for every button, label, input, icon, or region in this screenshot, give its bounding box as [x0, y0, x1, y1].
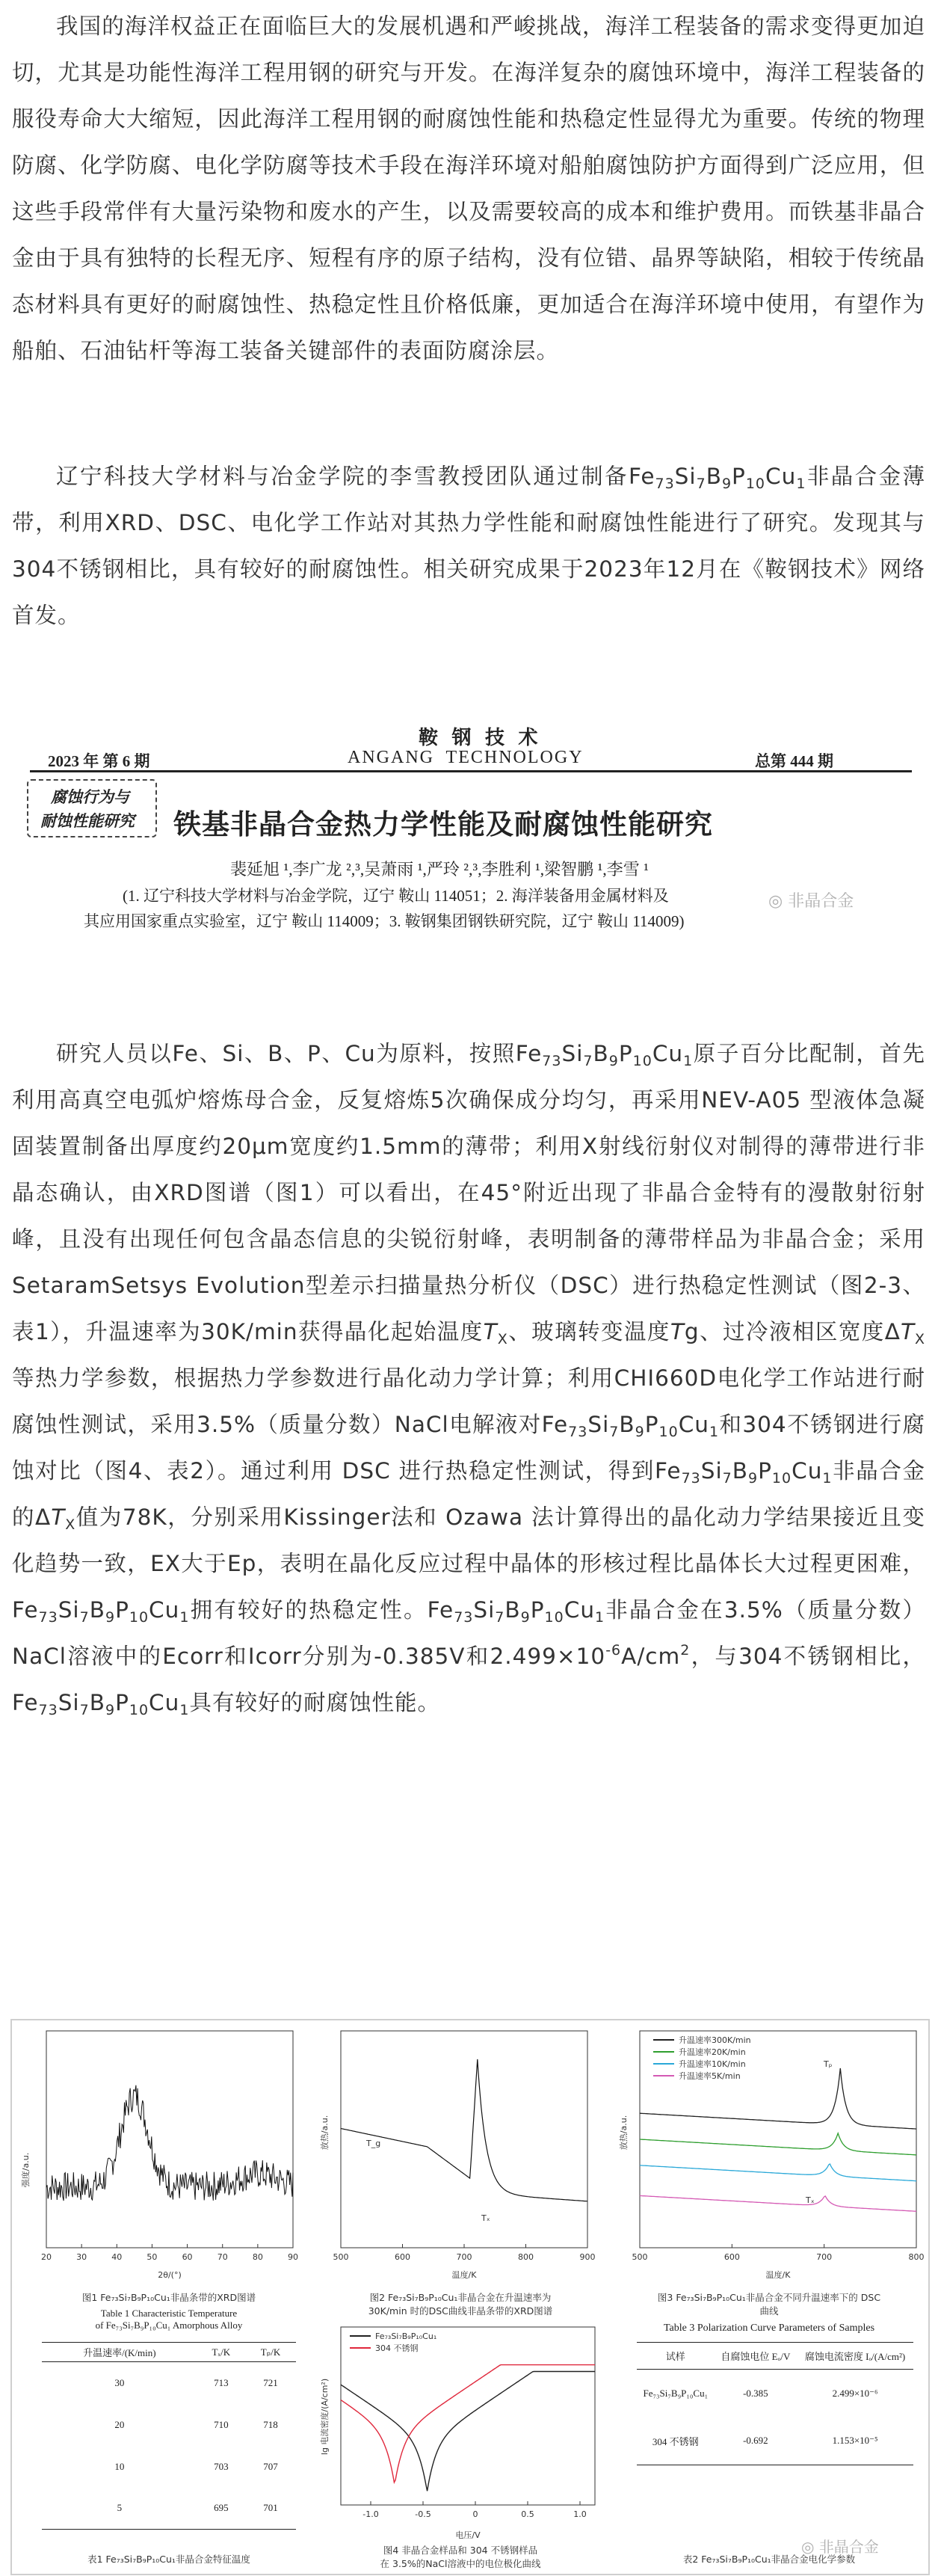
formula-element: Si	[473, 1597, 496, 1623]
formula-subscript: 73	[568, 1424, 588, 1440]
table3	[637, 2342, 913, 2465]
fig3-tx-label: Tₓ	[806, 2195, 815, 2205]
paper-title: 铁基非晶合金热力学性能及耐腐蚀性能研究	[173, 808, 713, 840]
formula-subscript: 10	[129, 1609, 149, 1626]
table1-cell: 10	[114, 2460, 125, 2472]
formula-subscript: 73	[38, 1609, 58, 1626]
formula-subscript: 1	[179, 1702, 190, 1718]
method-s11: A/cm	[621, 1644, 681, 1669]
fig3-legend-label: 升温速率10K/min	[679, 2059, 746, 2069]
formula-subscript: 9	[748, 1470, 759, 1487]
watermark-bottom	[801, 2535, 879, 2557]
table1-cell: 695	[214, 2502, 229, 2514]
method-s4: g、过冷液相区宽度Δ	[684, 1319, 901, 1344]
formula-element: Si	[561, 1041, 584, 1066]
method-s8: 值为78K，分别采用Kissinger法和 Ozawa 法计算得出的晶化动力学结果接近且变化趋势一致，EX大于Ep，表明在晶化反应过程中晶体的形核过程比晶体长大过程更困难，	[12, 1504, 925, 1576]
formula-subscript: 9	[105, 1609, 116, 1626]
table1-cell: 5	[117, 2502, 123, 2514]
fig2-tick-label: 700	[456, 2252, 472, 2262]
formula-subscript: 7	[583, 1053, 593, 1069]
fig1-tick-label: 20	[41, 2252, 52, 2262]
formula-subscript: 1	[822, 1470, 833, 1487]
formula	[541, 1412, 720, 1440]
fig3-series-line	[640, 2164, 916, 2181]
method-s7: 非晶合金的Δ	[12, 1458, 925, 1530]
formula-subscript: 7	[609, 1424, 620, 1440]
fig3-series-line	[640, 2133, 916, 2155]
formula-element: Cu	[765, 464, 797, 489]
paper-authors: 裴延旭 ¹,李广龙 ²,³,吴萧雨 ¹,严玲 ²,³,李胜利 ¹,梁智鹏 ¹,李雪 ¹	[230, 860, 649, 879]
fig2-dsc-chart	[311, 2020, 610, 2290]
fig4-tick-label: -1.0	[362, 2509, 379, 2519]
formula-element: P	[732, 464, 746, 489]
fig2-caption-2: 30K/min 时的DSC曲线非晶条带的XRD图谱	[368, 2305, 553, 2317]
watermark-text: 非晶合金	[818, 2538, 879, 2556]
method-s5: 等热力学参数，根据热力学参数进行晶化动力学计算；利用CHI660D电化学工作站进行耐腐蚀性测试，采用3.5%（质量分数）NaCl电解液对	[12, 1365, 925, 1437]
table1-caption: 表1 Fe₇₃Si₇B₉P₁₀Cu₁非晶合金特征温度	[87, 2554, 250, 2565]
formula-element: Cu	[652, 1041, 684, 1066]
formula-element: Fe	[12, 1690, 39, 1715]
table1-cell: 710	[214, 2418, 229, 2430]
method-s3: 、玻璃转变温度	[507, 1319, 670, 1344]
fig3-tp-label: Tₚ	[824, 2059, 833, 2069]
table3-header: 自腐蚀电位 Eₒ/V	[721, 2351, 791, 2362]
formula-subscript: 7	[495, 1609, 505, 1626]
fig3-dsc-multi-chart	[610, 2020, 928, 2290]
table1-title-en1: Table 1 Characteristic Temperature	[100, 2308, 238, 2319]
fig1-tick-label: 70	[217, 2252, 228, 2262]
formula-subscript: 10	[658, 1424, 679, 1440]
fig1-caption: 图1 Fe₇₃Si₇B₉P₁₀Cu₁非晶条带的XRD图谱	[81, 2292, 256, 2303]
table1-cell: 701	[263, 2502, 278, 2514]
table3-cell: 2.499×10⁻⁶	[832, 2387, 878, 2399]
header-rule	[30, 770, 912, 772]
fig4-tick-label: 0.5	[521, 2509, 534, 2519]
fig2-dsc-curve	[341, 2059, 587, 2201]
formula-subscript: 9	[520, 1609, 531, 1626]
formula-subscript: 10	[771, 1470, 792, 1487]
fig2-caption-1: 图2 Fe₇₃Si₇B₉P₁₀Cu₁非晶合金在升温速率为	[369, 2292, 552, 2303]
fig2-ylabel: 放热/a.u.	[320, 2115, 330, 2151]
table1-cell: 707	[263, 2460, 278, 2472]
fig4-legend-label: 304 不锈钢	[375, 2343, 419, 2353]
journal-title-en: ANGANG TECHNOLOGY	[348, 748, 584, 767]
formula-subscript: 7	[696, 476, 706, 492]
formula-element: Cu	[564, 1597, 596, 1623]
fig2-xlabel: 温度/K	[451, 2270, 477, 2280]
formula-subscript: 9	[608, 1053, 619, 1069]
fig4-series-line	[341, 2372, 595, 2492]
fig4-tick-label: 0	[472, 2509, 478, 2519]
wechat-icon: ◎	[801, 2538, 815, 2556]
watermark-top	[768, 888, 854, 912]
symbol-T: T	[670, 1319, 685, 1344]
fig2-tg-label: T_g	[366, 2139, 381, 2148]
table1	[42, 2342, 296, 2530]
formula-subscript: 73	[454, 1609, 474, 1626]
table3-cell: -0.385	[743, 2387, 768, 2399]
formula	[628, 464, 806, 492]
fig2-tick-label: 500	[333, 2252, 349, 2262]
formula-element: Fe	[541, 1412, 569, 1437]
fig1-tick-label: 80	[252, 2252, 263, 2262]
formula-element: Cu	[149, 1597, 180, 1623]
table1-cell: 718	[263, 2418, 278, 2430]
fig4-series-line	[341, 2365, 595, 2483]
formula-subscript: 10	[544, 1609, 564, 1626]
table1-cell: 721	[263, 2376, 278, 2388]
paper-affiliation-2: 其应用国家重点实验室，辽宁 鞍山 114009；3. 鞍钢集团钢铁研究院，辽宁 鞍山 114009)	[84, 912, 685, 930]
formula-element: Si	[58, 1690, 80, 1715]
formula-subscript: 10	[745, 476, 766, 492]
fig2-tx-label: Tₓ	[481, 2213, 490, 2223]
fig1-tick-label: 60	[182, 2252, 193, 2262]
formula-element: B	[89, 1690, 105, 1715]
fig4-tick-label: -0.5	[415, 2509, 431, 2519]
formula-subscript: 10	[129, 1702, 149, 1718]
formula-subscript: 7	[79, 1702, 90, 1718]
journal-title-cn: 鞍 钢 技 术	[419, 727, 543, 748]
fig4-legend-label: Fe₇₃Si₇B₉P₁₀Cu₁	[375, 2331, 437, 2341]
symbol-T: T	[900, 1319, 915, 1344]
formula-subscript: 7	[722, 1470, 732, 1487]
formula-element: Fe	[655, 1458, 682, 1484]
fig4-xlabel: 电压/V	[455, 2530, 481, 2540]
symbol-T: T	[483, 1319, 498, 1344]
table1-cell: 703	[214, 2460, 229, 2472]
method-s13: 具有较好的耐腐蚀性能。	[189, 1690, 440, 1715]
fig3-caption-2: 曲线	[759, 2305, 779, 2317]
formula-subscript: 73	[542, 1053, 562, 1069]
intro-paragraph-2	[12, 453, 925, 639]
table1-header: 升温速率/(K/min)	[83, 2347, 156, 2358]
paper-header	[0, 718, 938, 1009]
issue-label: 2023 年 第 6 期	[48, 752, 150, 770]
total-issue: 总第 444 期	[755, 752, 833, 770]
intro-p2-lead: 辽宁科技大学材料与冶金学院的李雪教授团队通过制备	[56, 464, 629, 489]
figures-panel	[10, 2019, 930, 2575]
formula-element: Si	[58, 1597, 80, 1623]
formula-subscript: 1	[595, 1609, 605, 1626]
fig3-legend-label: 升温速率300K/min	[679, 2035, 751, 2045]
fig3-caption-1: 图3 Fe₇₃Si₇B₉P₁₀Cu₁非晶合金不同升温速率下的 DSC	[657, 2292, 881, 2303]
method-s2: 原子百分比配制，首先利用高真空电弧炉熔炼母合金，反复熔炼5次确保成分均匀，再采用NEV-A05 型液体急凝固装置制备出厚度约20μm宽度约1.5mm的薄带；利用X射线衍射仪对制得的薄带进行非晶态确认，由XRD图谱（图1）可以看出，在45°附近出现了非晶合金特有的漫散射衍射峰，且没有出现任何包含晶态信息的尖锐衍射峰，表明制备的薄带样品为非晶合金；采用SetaramSetsys Evolution型差示扫描量热分析仪（DSC）进行热稳定性测试（图2-3、表1），升温速率为30K/min获得晶化起始温度	[12, 1041, 925, 1344]
topic-tag	[27, 779, 157, 837]
method-s12: ，与304不锈钢相比，	[690, 1644, 925, 1669]
fig4-caption-2: 在 3.5%的NaCl溶液中的电位极化曲线	[380, 2558, 541, 2569]
formula	[655, 1458, 833, 1487]
formula-element: Cu	[792, 1458, 823, 1484]
formula-subscript: 1	[796, 476, 806, 492]
watermark-text: 非晶合金	[788, 892, 854, 911]
paper-affiliation-1: (1. 辽宁科技大学材料与冶金学院，辽宁 鞍山 114051；2. 海洋装备用金属材料及	[123, 887, 669, 905]
formula-element: P	[530, 1597, 545, 1623]
intro-paragraph-1: 我国的海洋权益正在面临巨大的发展机遇和严峻挑战，海洋工程装备的需求变得更加迫切，尤其是功能性海洋工程用钢的研究与开发。在海洋复杂的腐蚀环境中，海洋工程装备的服役寿命大大缩短，因此海洋工程用钢的耐腐蚀性能和热稳定性显得尤为重要。传统的物理防腐、化学防腐、电化学防腐等技术手段在海洋环境对船舶腐蚀防护方面得到广泛应用，但这些手段常伴有大量污染物和废水的产生，以及需要较高的成本和维护费用。而铁基非晶合金由于具有独特的长程无序、短程有序的原子结构，没有位错、晶界等缺陷，相较于传统晶态材料具有更好的耐腐蚀性、热稳定性且价格低廉，更加适合在海洋环境中使用，有望作为船舶、石油钻杆等海工装备关键部件的表面防腐涂层。	[12, 13, 925, 363]
fig3-ylabel: 放热/a.u.	[619, 2115, 629, 2151]
fig3-tick-label: 700	[816, 2252, 833, 2262]
symbol-T: T	[51, 1504, 66, 1530]
formula-element: P	[115, 1690, 129, 1715]
table3-caption: 表2 Fe₇₃Si₇B₉P₁₀Cu₁非晶合金电化学参数	[682, 2554, 856, 2565]
table1-cell: 30	[114, 2376, 125, 2388]
fig4-ylabel: lg 电流密度/(A/cm²)	[320, 2378, 330, 2456]
table3-cell: -0.692	[743, 2435, 768, 2447]
symbol-X-sub: X	[497, 1331, 508, 1347]
fig1-tick-label: 90	[288, 2252, 298, 2262]
formula-subscript: 9	[721, 476, 732, 492]
fig3-legend-label: 升温速率5K/min	[679, 2071, 741, 2081]
table3-header: 试样	[665, 2351, 685, 2362]
fig4-tick-label: 1.0	[573, 2509, 587, 2519]
formula	[427, 1597, 605, 1626]
formula-element: B	[89, 1597, 105, 1623]
fig3-legend-label: 升温速率20K/min	[679, 2047, 746, 2057]
table3-cell: Fe₇₃Si₇B₉P₁₀Cu₁	[643, 2387, 709, 2399]
table1-title-en2: of Fe₇₃Si₇B₉P₁₀Cu₁ Amorphous Alloy	[95, 2320, 243, 2331]
fig3-series-line	[640, 2195, 916, 2211]
formula-subscript: 7	[79, 1609, 90, 1626]
formula-subscript: 9	[105, 1702, 116, 1718]
formula-element: Fe	[427, 1597, 454, 1623]
method-s10: 非晶合金在3.5%（质量分数）NaCl溶液中的Ecorr和Icorr分别为-0.385V和2.499×10	[12, 1597, 925, 1669]
formula-element: P	[758, 1458, 772, 1484]
fig4-polarization-chart	[311, 2320, 610, 2544]
formula-subscript: 10	[632, 1053, 652, 1069]
table1-cell: 713	[214, 2376, 229, 2388]
fig1-xrd-curve	[46, 2085, 293, 2201]
formula-element: Fe	[12, 1597, 39, 1623]
formula-element: B	[732, 1458, 749, 1484]
fig3-tick-label: 600	[723, 2252, 740, 2262]
table1-cell: 20	[114, 2418, 125, 2430]
formula	[515, 1041, 694, 1069]
formula-element: B	[706, 464, 722, 489]
formula-subscript: 1	[179, 1609, 190, 1626]
formula-element: P	[115, 1597, 129, 1623]
formula	[12, 1597, 190, 1626]
formula-element: Cu	[149, 1690, 180, 1715]
table1-header: Tₚ/K	[260, 2346, 281, 2358]
formula-element: P	[618, 1041, 633, 1066]
fig2-tick-label: 800	[518, 2252, 534, 2262]
symbol-X-sub: X	[914, 1331, 925, 1347]
fig1-xlabel: 2θ/(°)	[158, 2270, 182, 2280]
formula	[12, 1690, 190, 1718]
fig3-tick-label: 500	[632, 2252, 648, 2262]
fig2-tick-label: 600	[395, 2252, 410, 2262]
table3-cell: 304 不锈钢	[652, 2435, 699, 2447]
table3-header: 腐蚀电流密度 Iₒ/(A/cm²)	[804, 2351, 906, 2362]
fig1-tick-label: 40	[111, 2252, 123, 2262]
topic-tag-line2: 耐蚀性能研究	[40, 812, 135, 830]
fig1-tick-label: 50	[146, 2252, 158, 2262]
fig1-ylabel: 强度/a.u.	[21, 2152, 31, 2188]
method-s6: 和304不锈钢进行腐蚀对比（图4、表2）。通过利用 DSC 进行热稳定性测试，得到	[12, 1412, 926, 1484]
formula-subscript: 73	[655, 476, 675, 492]
method-paragraph	[12, 1030, 925, 1726]
formula-subscript: 9	[635, 1424, 645, 1440]
fig3-xlabel: 温度/K	[765, 2270, 791, 2280]
topic-tag-line1: 腐蚀行为与	[51, 788, 129, 806]
formula-element: B	[619, 1412, 635, 1437]
formula-subscript: 73	[681, 1470, 701, 1487]
formula-element: Si	[587, 1412, 610, 1437]
fig1-tick-label: 30	[76, 2252, 87, 2262]
method-s9: 拥有较好的热稳定性。	[189, 1597, 428, 1623]
exponent: -6	[605, 1642, 622, 1659]
formula-element: B	[593, 1041, 609, 1066]
wechat-icon: ◎	[768, 892, 783, 911]
fig1-xrd-chart	[12, 2020, 311, 2290]
formula-element: Fe	[515, 1041, 543, 1066]
table1-header: Tₓ/K	[212, 2346, 231, 2358]
formula-element: Si	[700, 1458, 723, 1484]
symbol-X-sub: X	[65, 1516, 76, 1533]
formula-element: Fe	[628, 464, 655, 489]
fig4-caption-1: 图4 非晶合金样品和 304 不锈钢样品	[383, 2545, 538, 2556]
formula-subscript: 73	[38, 1702, 58, 1718]
exponent-2: 2	[680, 1642, 691, 1659]
table1-block	[27, 2308, 311, 2331]
formula-element: P	[644, 1412, 659, 1437]
formula-element: Cu	[678, 1412, 709, 1437]
formula-element: B	[505, 1597, 521, 1623]
fig3-tick-label: 800	[908, 2252, 925, 2262]
formula-subscript: 1	[709, 1424, 720, 1440]
formula-element: Si	[674, 464, 697, 489]
fig2-tick-label: 900	[579, 2252, 596, 2262]
formula-subscript: 1	[683, 1053, 694, 1069]
intro-p2-rest: 非晶合金薄带，利用XRD、DSC、电化学工作站对其热力学性能和耐腐蚀性能进行了研究。发现其与304不锈钢相比，具有较好的耐腐蚀性。相关研究成果于2023年12月在《鞍钢技术》网络首发。	[12, 464, 925, 628]
table3-cell: 1.153×10⁻⁵	[832, 2435, 878, 2447]
table3-title: Table 3 Polarization Curve Parameters of Samples	[663, 2323, 875, 2334]
method-s1: 研究人员以Fe、Si、B、P、Cu为原料，按照	[56, 1041, 516, 1066]
